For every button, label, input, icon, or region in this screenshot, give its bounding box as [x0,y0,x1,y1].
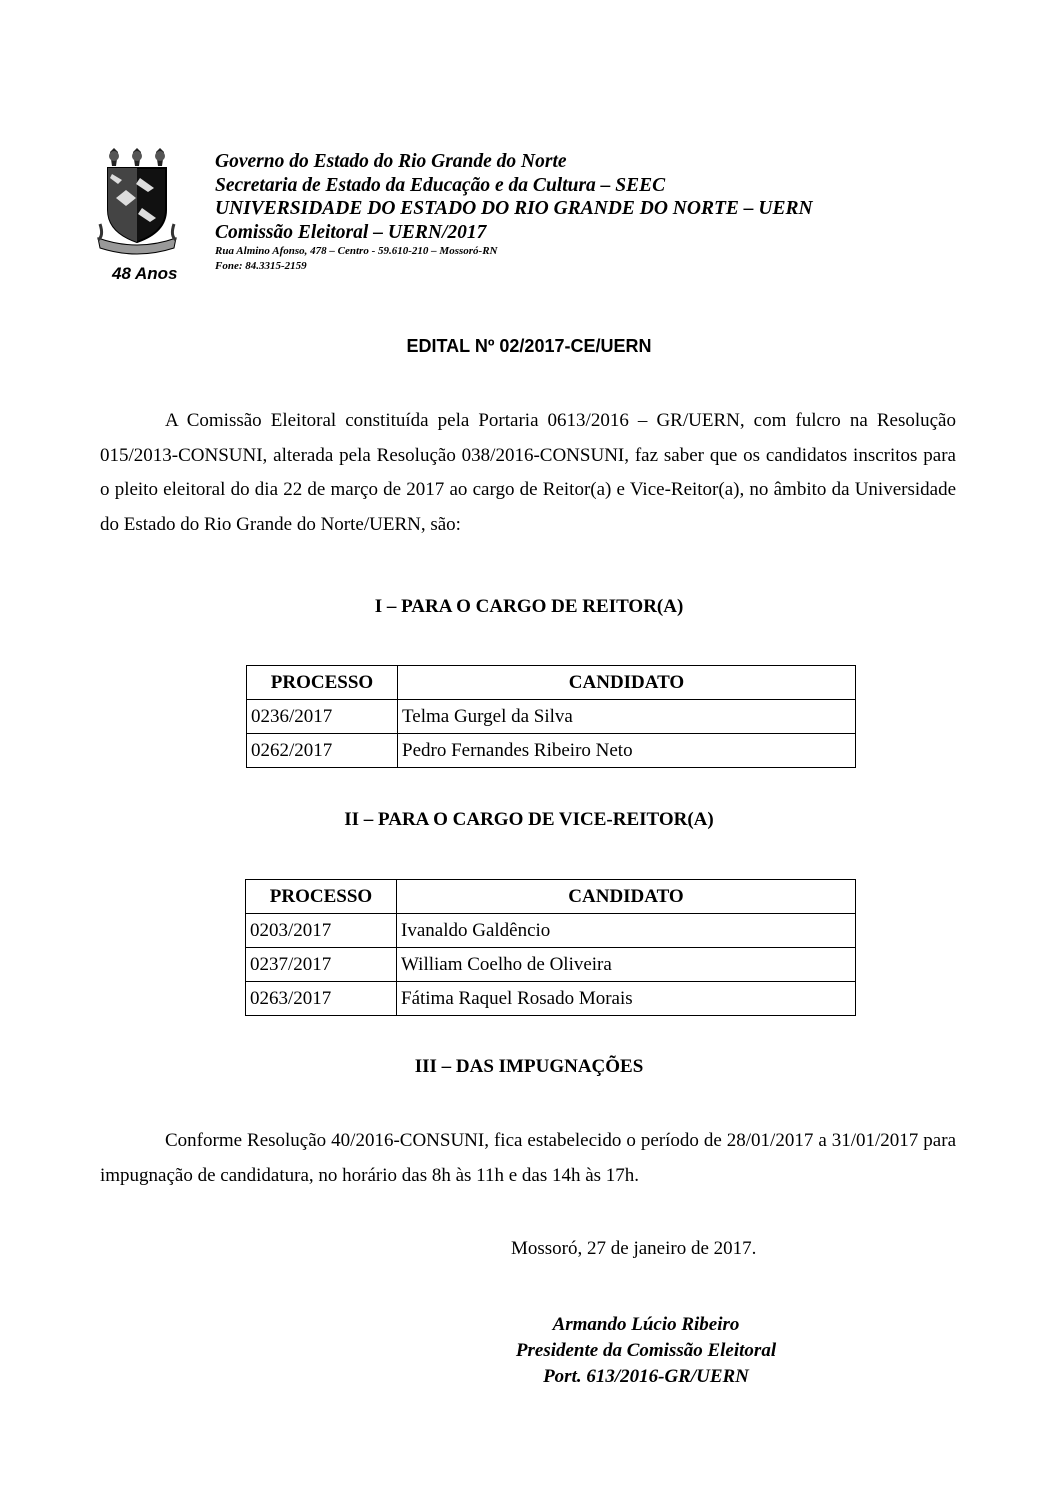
university-crest-logo [96,148,178,256]
letterhead-line-commission: Comissão Eleitoral – UERN/2017 [215,221,487,243]
candidate-name: William Coelho de Oliveira [397,948,856,982]
section-vice-rector-title: II – PARA O CARGO DE VICE-REITOR(A) [344,809,714,830]
letterhead-line-university: UNIVERSIDADE DO ESTADO DO RIO GRANDE DO NORTE – UERN [215,198,813,219]
signatory-role: Presidente da Comissão Eleitoral [515,1340,777,1361]
intro-paragraph: A Comissão Eleitoral constituída pela Portaria 0613/2016 – GR/UERN, com fulcro na Resolução 015/2013-CONSUNI, alterada pela Resolução 038/2016-CONSUNI, faz saber que os candidatos inscritos para o pleito eleitoral do dia 22 de março de 2017 ao cargo de Reitor(a) e Vice-Reitor(a), no âmbito da Universidade do Estado do Rio Grande do Norte/UERN, são: [100,410,956,535]
letterhead-address: Rua Almino Afonso, 478 – Centro - 59.610-210 – Mossoró-RN [215,245,498,257]
letterhead [215,150,813,274]
candidate-name: Pedro Fernandes Ribeiro Neto [398,734,856,768]
table-row [246,914,856,948]
signatory-name: Armando Lúcio Ribeiro [552,1314,740,1335]
rector-candidates-table [246,665,856,768]
letterhead-line-secretariat: Secretaria de Estado da Educação e da Cultura – SEEC [215,174,666,196]
section-challenges-title: III – DAS IMPUGNAÇÕES [414,1056,644,1077]
vice-rector-candidates-table [245,879,856,1016]
process-number: 0236/2017 [247,700,398,734]
process-number: 0203/2017 [246,914,397,948]
table-row [246,948,856,982]
challenges-paragraph: Conforme Resolução 40/2016-CONSUNI, fica estabelecido o período de 28/01/2017 a 31/01/2017 para impugnação de candidatura, no horário das 8h às 11h e das 14h às 17h. [100,1130,956,1186]
candidate-name: Ivanaldo Galdêncio [397,914,856,948]
table-header-row [246,880,856,914]
column-header-candidate: CANDIDATO [398,666,856,700]
letterhead-line-government: Governo do Estado do Rio Grande do Norte [215,151,567,172]
crest-motto: 48 Anos [112,264,178,283]
table-row [247,700,856,734]
candidate-name: Fátima Raquel Rosado Morais [397,982,856,1016]
column-header-process: PROCESSO [247,666,398,700]
table-row [246,982,856,1016]
signature-block [476,1312,816,1390]
process-number: 0262/2017 [247,734,398,768]
document-title: EDITAL Nº 02/2017-CE/UERN [406,336,652,356]
section-rector-title: I – PARA O CARGO DE REITOR(A) [374,596,684,617]
process-number: 0263/2017 [246,982,397,1016]
letterhead-phone: Fone: 84.3315-2159 [215,260,307,272]
table-header-row [247,666,856,700]
process-number: 0237/2017 [246,948,397,982]
candidate-name: Telma Gurgel da Silva [398,700,856,734]
column-header-candidate: CANDIDATO [397,880,856,914]
signatory-portaria: Port. 613/2016-GR/UERN [543,1366,749,1387]
column-header-process: PROCESSO [246,880,397,914]
table-row [247,734,856,768]
date-line: Mossoró, 27 de janeiro de 2017. [511,1238,757,1259]
